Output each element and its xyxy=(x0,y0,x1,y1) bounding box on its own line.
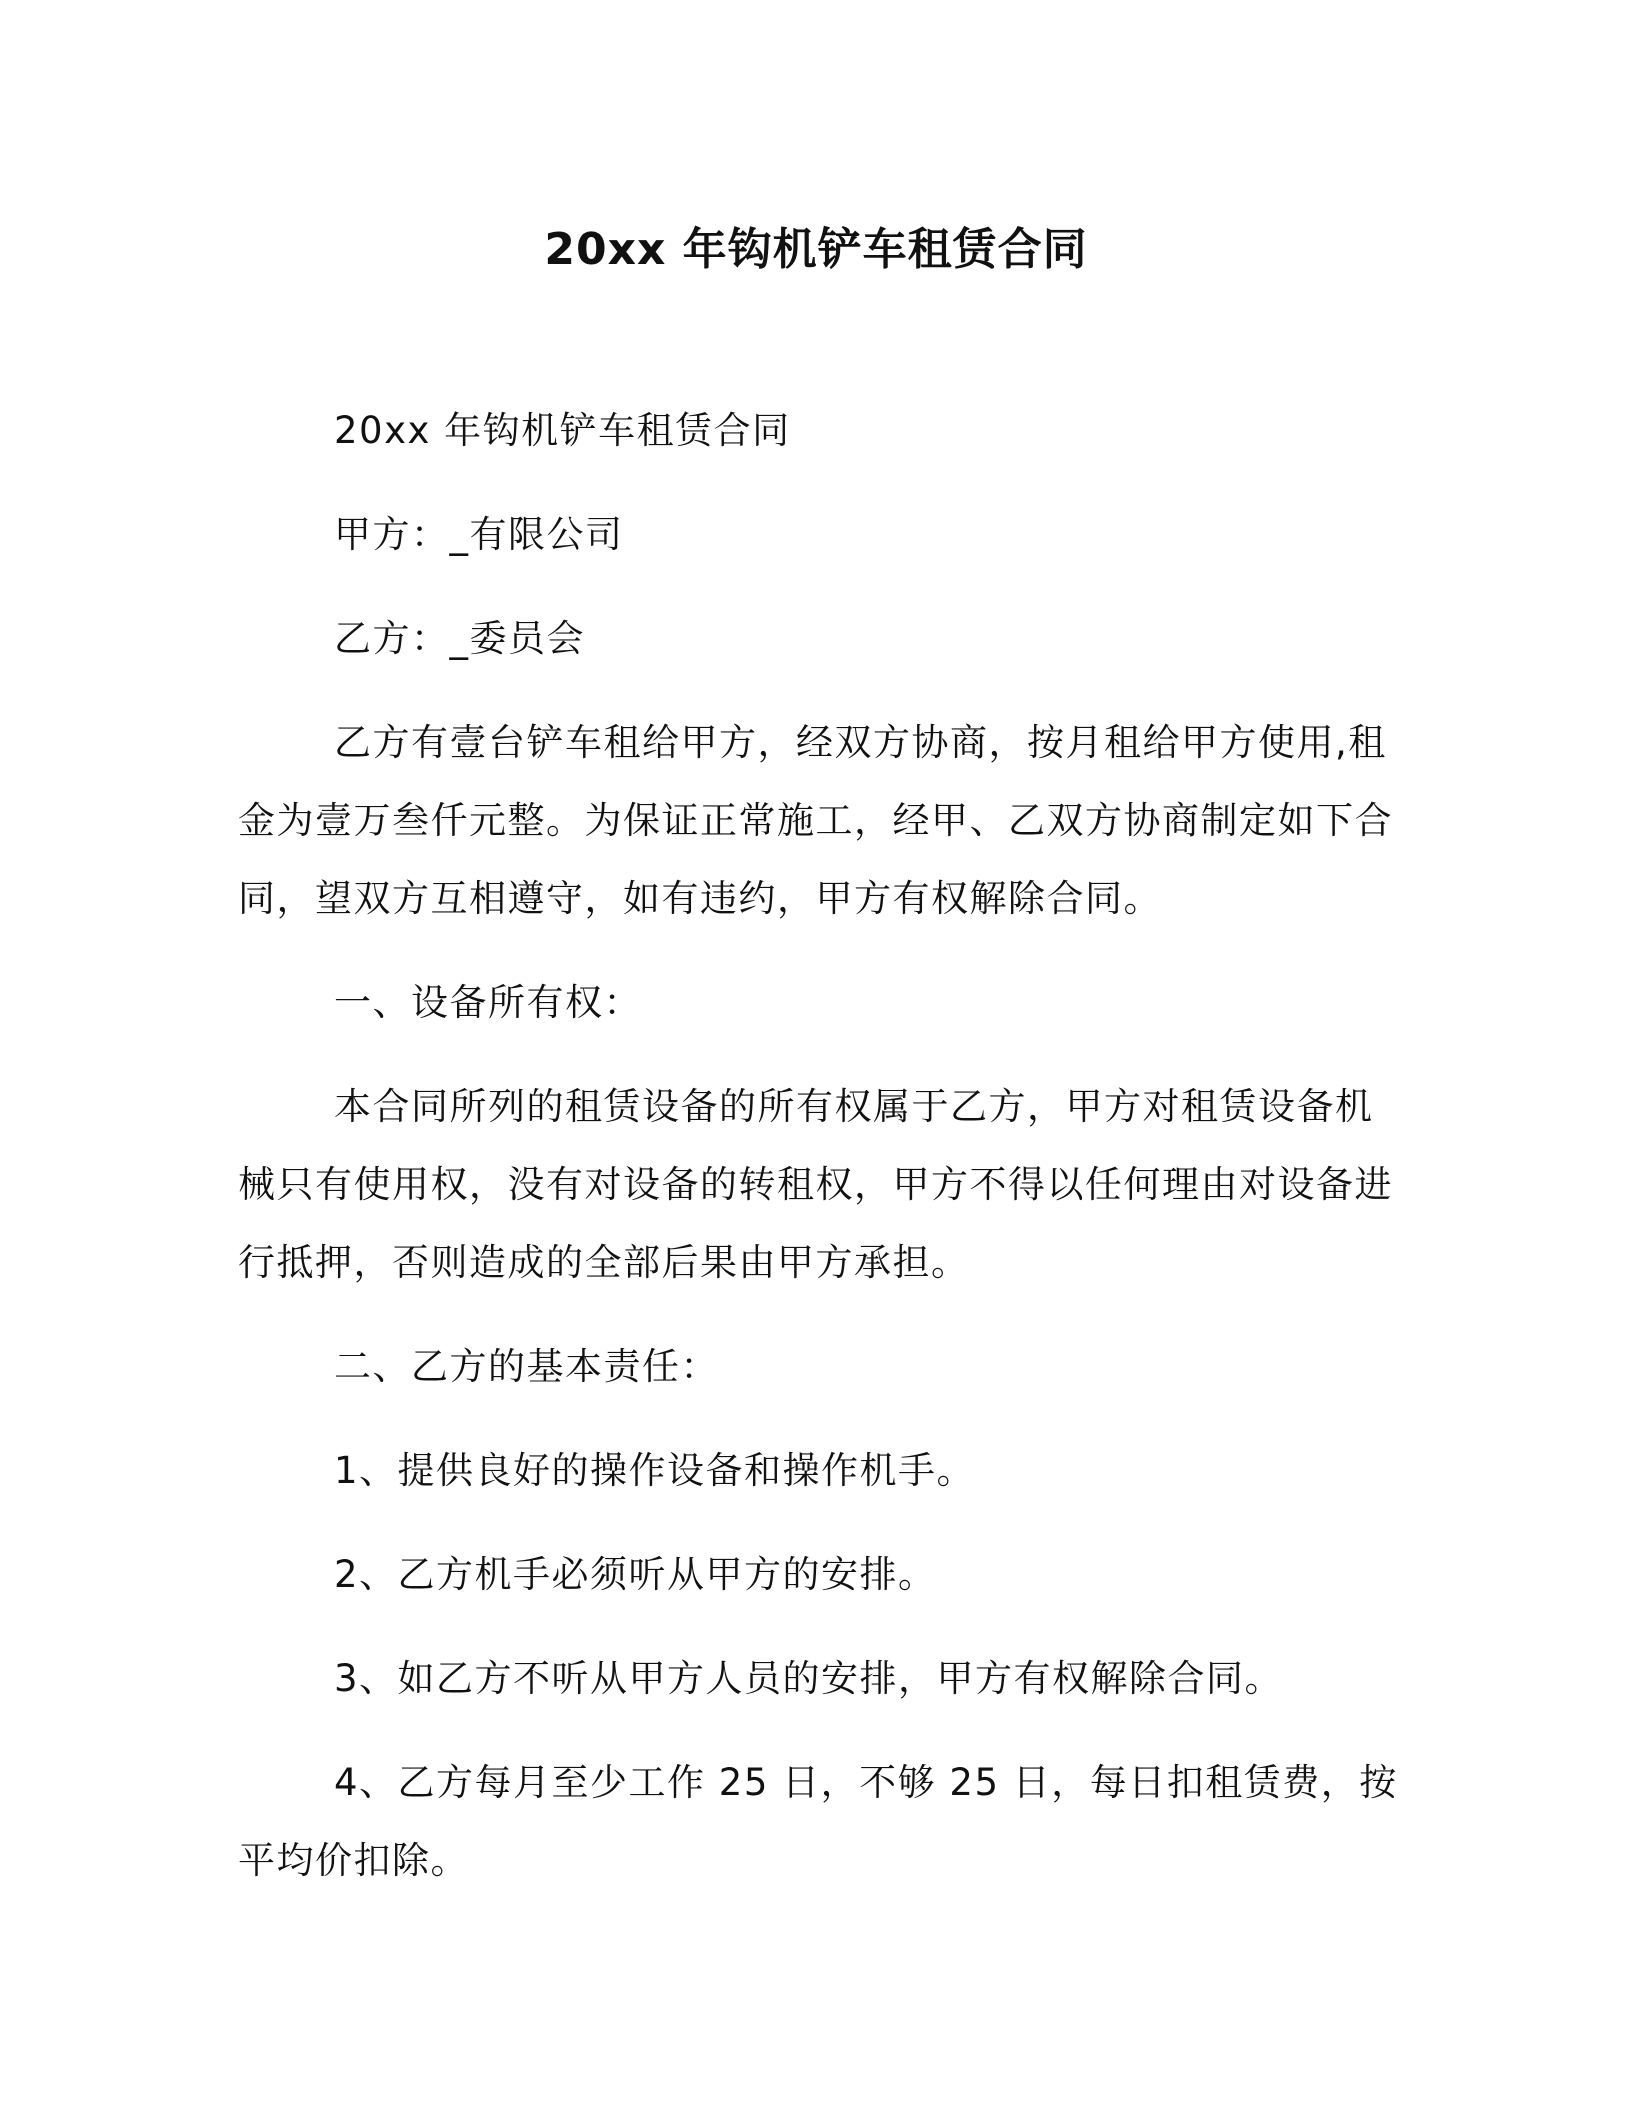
paragraph-party-b: 乙方：_委员会 xyxy=(334,617,585,660)
list-item-1: 1、提供良好的操作设备和操作机手。 xyxy=(334,1449,976,1492)
list-item-2: 2、乙方机手必须听从甲方的安排。 xyxy=(334,1553,937,1596)
section-heading-responsibilities: 二、乙方的基本责任： xyxy=(334,1345,719,1388)
paragraph-heading: 20xx 年钩机铲车租赁合同 xyxy=(334,409,791,452)
paragraph-ownership: 本合同所列的租赁设备的所有权属于乙方，甲方对租赁设备机械只有使用权，没有对设备的转租权，甲方不得以任何理由对设备进行抵押，否则造成的全部后果由甲方承担。 xyxy=(238,1085,1393,1284)
list-item-4: 4、乙方每月至少工作 25 日，不够 25 日，每日扣租赁费，按平均价扣除。 xyxy=(238,1761,1398,1882)
document-body xyxy=(238,392,1398,1926)
list-item-3: 3、如乙方不听从甲方人员的安排，甲方有权解除合同。 xyxy=(334,1657,1284,1700)
document-title: 20xx 年钩机铲车租赁合同 xyxy=(544,224,1088,275)
paragraph-intro: 乙方有壹台铲车租给甲方，经双方协商，按月租给甲方使用,租金为壹万叁仟元整。为保证正常施工，经甲、乙双方协商制定如下合同，望双方互相遵守，如有违约，甲方有权解除合同。 xyxy=(238,721,1393,920)
paragraph-party-a: 甲方：_有限公司 xyxy=(334,513,624,556)
section-heading-ownership: 一、设备所有权： xyxy=(334,981,642,1024)
